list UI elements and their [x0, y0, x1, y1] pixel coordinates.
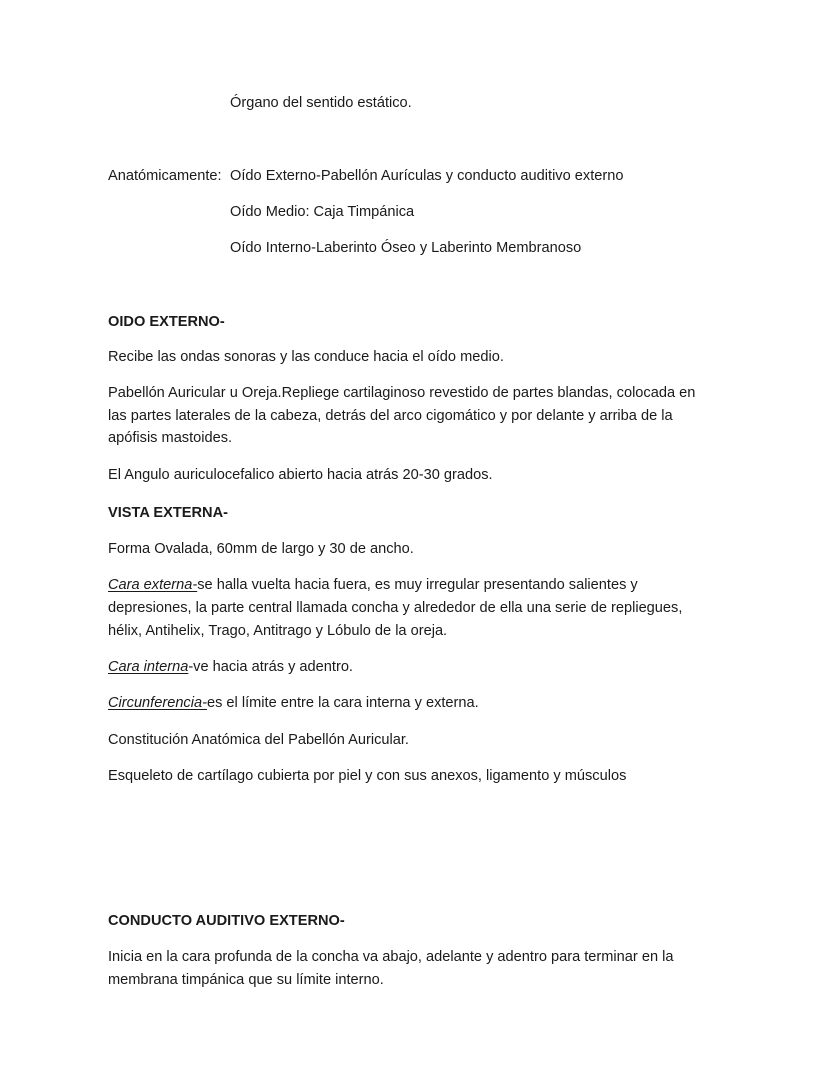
oido-externo-p2-line2: las partes laterales de la cabeza, detrás del arco cigomático y por delante y arriba de la	[108, 408, 673, 424]
cara-externa-term: Cara externa-	[108, 577, 198, 593]
circunferencia-term: Circunferencia-	[108, 695, 207, 711]
cara-interna-text: -ve hacia atrás y adentro.	[188, 659, 353, 675]
conducto-p1-line1: Inicia en la cara profunda de la concha va abajo, adelante y adentro para terminar en la	[108, 949, 674, 965]
oido-interno-summary: Oído Interno-Laberinto Óseo y Laberinto Membranoso	[230, 240, 582, 256]
circunferencia-text: es el límite entre la cara interna y externa.	[206, 695, 479, 711]
vista-externa-p1: Forma Ovalada, 60mm de largo y 30 de ancho.	[108, 541, 414, 557]
oido-externo-p1: Recibe las ondas sonoras y las conduce hacia el oído medio.	[108, 349, 504, 365]
esqueleto-line: Esqueleto de cartílago cubierta por piel y con sus anexos, ligamento y músculos	[108, 768, 627, 784]
circunferencia-line	[108, 692, 718, 715]
cara-externa-line2: depresiones, la parte central llamada concha y alrededor de ella una serie de repliegues,	[108, 600, 683, 616]
oido-externo-summary: Oído Externo-Pabellón Aurículas y conducto auditivo externo	[230, 168, 624, 184]
oido-externo-p2-line3: apófisis mastoides.	[108, 430, 233, 446]
oido-medio-summary: Oído Medio: Caja Timpánica	[230, 204, 415, 220]
cara-interna-term: Cara interna	[108, 659, 189, 675]
cara-externa-text-1: se halla vuelta hacia fuera, es muy irregular presentando salientes y	[197, 577, 638, 593]
cara-externa-line1	[108, 574, 718, 597]
oido-externo-heading: OIDO EXTERNO-	[108, 314, 225, 330]
anatomicamente-label: Anatómicamente:	[108, 168, 222, 184]
oido-externo-p3: El Angulo auriculocefalico abierto hacia atrás 20-30 grados.	[108, 467, 493, 483]
oido-externo-p2-line1: Pabellón Auricular u Oreja.Repliege cartilaginoso revestido de partes blandas, colocada en	[108, 385, 696, 401]
vista-externa-heading: VISTA EXTERNA-	[108, 505, 228, 521]
constitucion-line: Constitución Anatómica del Pabellón Auricular.	[108, 732, 409, 748]
conducto-p1-line2: membrana timpánica que su límite interno.	[108, 972, 384, 988]
cara-externa-line3: hélix, Antihelix, Trago, Antitrago y Lóbulo de la oreja.	[108, 623, 448, 639]
cara-interna-line	[108, 656, 718, 679]
organo-estatico-line: Órgano del sentido estático.	[230, 95, 412, 111]
conducto-heading: CONDUCTO AUDITIVO EXTERNO-	[108, 913, 345, 929]
